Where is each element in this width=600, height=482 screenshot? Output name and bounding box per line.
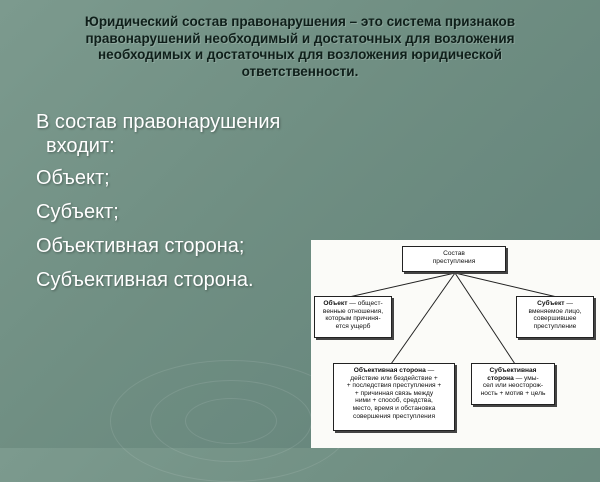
- box-line: преступление: [533, 322, 577, 330]
- box-term: сторона: [487, 374, 514, 382]
- box-line: действие или бездействие +: [350, 374, 438, 382]
- box-line: ется ущерб: [335, 322, 371, 330]
- box-line: совершившее: [533, 315, 577, 323]
- box-line: вменяемое лицо,: [528, 307, 582, 315]
- title-line: необходимых и достаточных для возложения юридической: [98, 47, 502, 62]
- objective-side-box: [333, 363, 455, 431]
- box-line: —: [564, 300, 573, 307]
- connector-line: [391, 273, 455, 364]
- object-box: [314, 296, 392, 338]
- list-item: Объективная сторона;: [36, 235, 245, 257]
- box-term: Субъективная: [489, 367, 537, 374]
- background-ripple: [185, 398, 277, 444]
- box-line: — умы-: [513, 374, 539, 382]
- composition-list: [36, 110, 280, 302]
- crime-composition-box: [402, 246, 506, 272]
- box-line: сел или неосторож-: [482, 382, 544, 390]
- title-line: правонарушений необходимый и достаточных для возложения: [85, 30, 515, 46]
- box-line: совершения преступления: [352, 412, 436, 420]
- connector-line: [455, 273, 515, 364]
- box-line: + причинная связь между: [354, 389, 434, 397]
- box-line: место, время и обстановка: [352, 404, 436, 412]
- title-line: ответственности.: [241, 63, 359, 79]
- list-item: Субъект;: [36, 201, 119, 223]
- connector-line: [455, 273, 557, 297]
- connector-line: [349, 273, 455, 297]
- box-line: ность + мотив + цель: [480, 389, 546, 397]
- subject-box: [516, 296, 594, 338]
- list-item: Объект;: [36, 167, 110, 189]
- box-term: Объективная сторона: [353, 367, 426, 374]
- title-line: Юридический состав правонарушения – это система признаков: [84, 14, 516, 29]
- crime-composition-diagram: [311, 240, 600, 448]
- list-intro: [36, 110, 280, 158]
- subjective-side-box: [471, 363, 555, 405]
- slide-title: [0, 14, 600, 80]
- box-line: которым причиня-: [325, 315, 381, 323]
- box-line: — общест-: [347, 300, 383, 307]
- box-line: венные отношения,: [322, 307, 384, 315]
- box-line: + последствия преступления +: [346, 382, 442, 390]
- box-line: ними + способ, средства,: [355, 397, 433, 405]
- box-line: —: [425, 367, 435, 374]
- box-line: Состав: [443, 250, 465, 257]
- box-line: преступления: [432, 257, 476, 265]
- box-term: Субъект: [537, 300, 565, 307]
- list-intro-line: входит:: [46, 135, 115, 157]
- box-term: Объект: [323, 300, 348, 307]
- list-intro-line: В состав правонарушения: [36, 111, 281, 133]
- list-item: Субъективная сторона.: [36, 269, 254, 291]
